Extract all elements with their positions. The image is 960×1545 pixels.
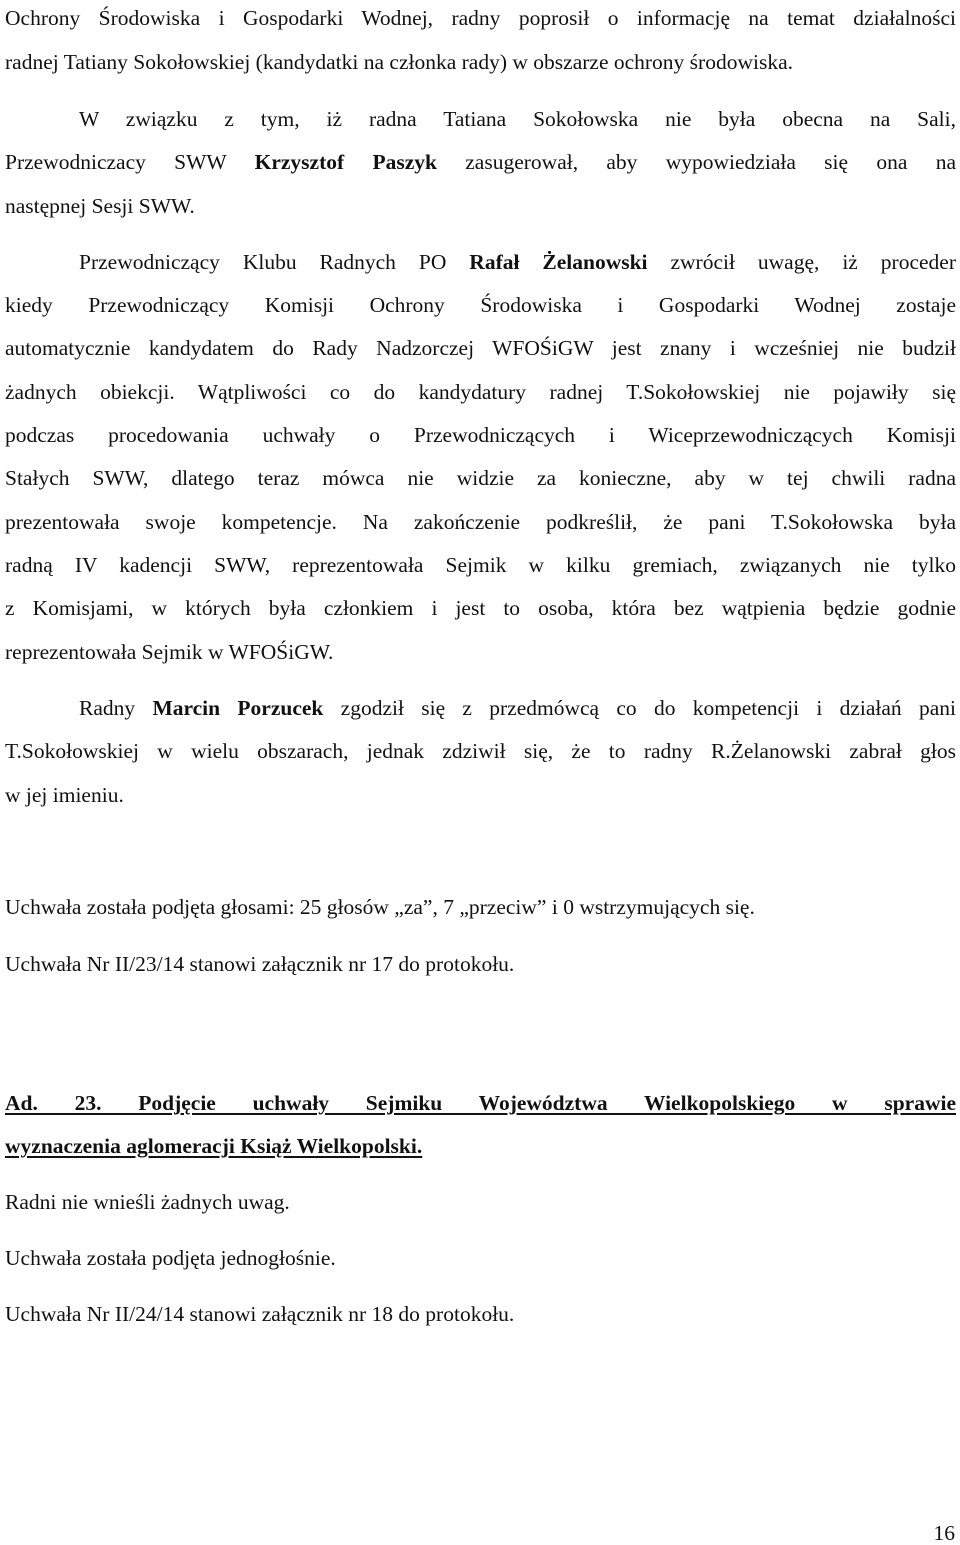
no-remarks-line: Radni nie wnieśli żadnych uwag. (5, 1190, 290, 1214)
paragraph-3-line: radną IV kadencji SWW, reprezentowała Sejmik w kilku gremiach, związanych nie tylko (5, 553, 956, 577)
paragraph-2-line-3: następnej Sesji SWW. (5, 194, 195, 218)
section-heading-line-2 (5, 1136, 956, 1158)
paragraph-3-line: podczas procedowania uchwały o Przewodniczących i Wiceprzewodniczących Komisji (5, 423, 956, 447)
text: zgodził się z przedmówcą co do kompetencji i działań pani (323, 696, 956, 720)
text: Przewodniczący Klubu Radnych PO (79, 250, 470, 274)
resolution-attachment-line: Uchwała Nr II/23/14 stanowi załącznik nr 17 do protokołu. (5, 952, 515, 976)
speaker-name: Marcin Porzucek (152, 696, 324, 720)
paragraph-3-line: Stałych SWW, dlatego teraz mówca nie widzie za konieczne, aby w tej chwili radna (5, 466, 956, 490)
vote-result-line: Uchwała została podjęta głosami: 25 głosów „za”, 7 „przeciw” i 0 wstrzymujących się. (5, 895, 755, 919)
text: zwrócił uwagę, iż proceder (647, 250, 956, 274)
section-heading-text: wyznaczenia aglomeracji Książ Wielkopolski. (5, 1134, 423, 1158)
paragraph-3-line: prezentowała swoje kompetencje. Na zakończenie podkreślił, że pani T.Sokołowska była (5, 510, 956, 534)
text: Radny (79, 696, 153, 720)
paragraph-4-line-3: w jej imieniu. (5, 783, 124, 807)
paragraph-3-line: żadnych obiekcji. Wątpliwości co do kandydatury radnej T.Sokołowskiej nie pojawiły się (5, 380, 956, 404)
paragraph-1-line-2: radnej Tatiany Sokołowskiej (kandydatki na członka rady) w obszarze ochrony środowiska. (5, 50, 793, 74)
paragraph-3-line: automatycznie kandydatem do Rady Nadzorczej WFOŚiGW jest znany i wcześniej nie budził (5, 336, 956, 360)
vote-result-line: Uchwała została podjęta jednogłośnie. (5, 1246, 336, 1270)
page-number: 16 (933, 1521, 955, 1545)
paragraph-3-last-line: reprezentowała Sejmik w WFOŚiGW. (5, 640, 334, 664)
paragraph-3-line: kiedy Przewodniczący Komisji Ochrony Środowiska i Gospodarki Wodnej zostaje (5, 293, 956, 317)
paragraph-4-line-2: T.Sokołowskiej w wielu obszarach, jednak zdziwił się, że to radny R.Żelanowski zabrał głos (5, 739, 956, 763)
paragraph-2-line-2 (5, 152, 956, 174)
paragraph-4-line-1 (5, 698, 956, 720)
resolution-attachment-line: Uchwała Nr II/24/14 stanowi załącznik nr 18 do protokołu. (5, 1302, 515, 1326)
text: Przewodniczacy SWW (5, 150, 255, 174)
text: zasugerował, aby wypowiedziała się ona na (436, 150, 956, 174)
paragraph-1-line-1: Ochrony Środowiska i Gospodarki Wodnej, radny poprosił o informację na temat działalności (5, 6, 956, 30)
section-heading-line-1: Ad. 23. Podjęcie uchwały Sejmiku Województwa Wielkopolskiego w sprawie (5, 1091, 956, 1115)
speaker-name: Rafał Żelanowski (469, 250, 648, 274)
paragraph-2-line-1: W związku z tym, iż radna Tatiana Sokołowska nie była obecna na Sali, (79, 107, 956, 131)
paragraph-3-line: z Komisjami, w których była członkiem i jest to osoba, która bez wątpienia będzie godnie (5, 596, 956, 620)
paragraph-3-line-1 (5, 252, 956, 274)
speaker-name: Krzysztof Paszyk (254, 150, 437, 174)
